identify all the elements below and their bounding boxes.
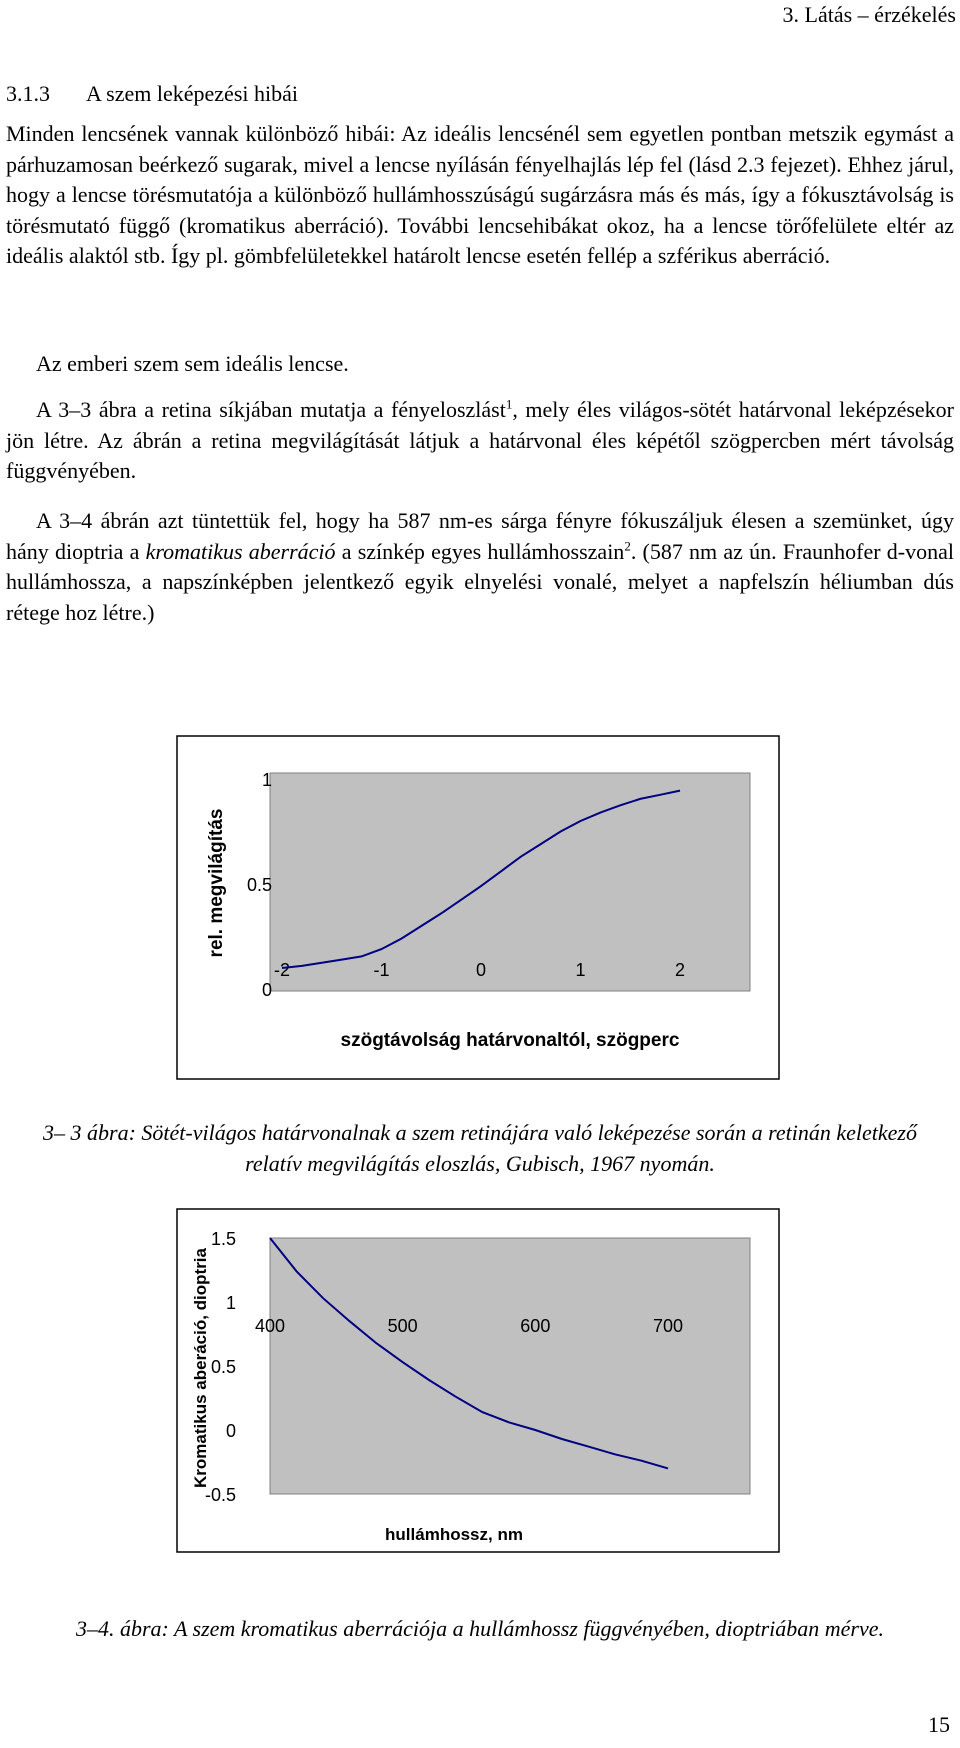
chapter-header: 3. Látás – érzékelés — [782, 2, 956, 27]
paragraph-3-text-a: A 3–3 ábra a retina síkjában mutatja a fényeloszlást — [36, 397, 506, 422]
y-tick-label: 0 — [225, 1421, 236, 1441]
x-tick-label: 400 — [254, 1316, 286, 1336]
paragraph-1 — [6, 119, 954, 272]
y-tick-label: 0.5 — [210, 1357, 236, 1377]
paragraph-3 — [6, 395, 954, 487]
section-title — [6, 81, 298, 107]
x-tick-label: -1 — [373, 960, 390, 980]
paragraph-4-text-c: . (587 nm az ún. Fraunhofer d-vonal hullámhossza, a napszínképben jelentkező egyik elnyelési vonalé, melyet a napfelszín héliumban dús rétege hoz létre.) — [6, 538, 954, 625]
paragraph-1-text: Minden lencsének vannak különböző hibái: Az ideális lencsénél sem egyetlen pontban metszik egymást a párhuzamosan beérkező sugarak, mivel a lencse nyílásán fényelhajlás lép fel (lásd 2.3 fejezet). Ehhez járul, hogy a lencse törésmutatója a különböző hullámhosszúságú sugárzásra más és más, így a fókusztávolság is törésmutató függő (kromatikus aberráció). További lencsehibákat okoz, ha a lencse törőfelülete eltér az ideális alaktól stb. Így pl. gömbfelületekkel határolt lencse esetén fellép a szférikus aberráció. — [6, 121, 954, 268]
x-axis-label: szögtávolság határvonaltól, szögperc — [340, 1030, 680, 1051]
y-axis-label: rel. megvilágítás — [206, 808, 227, 958]
paragraph-4 — [6, 506, 954, 628]
illumination-chart — [176, 735, 780, 1080]
paragraph-2 — [6, 349, 954, 380]
paragraph-4-text-a: A 3–4 ábrán azt tüntettük fel, hogy ha 587 nm-es sárga fényre fókuszáljuk élesen a szemünket, úgy hány dioptria a — [6, 508, 954, 564]
paragraph-2-text: Az emberi szem sem ideális lencse. — [36, 351, 349, 376]
x-tick-label: 2 — [674, 960, 686, 980]
y-tick-label: 1 — [225, 1293, 236, 1313]
chromatic-aberration-chart — [176, 1208, 780, 1553]
paragraph-3-text-b: , mely éles világos-sötét határvonal leképzésekor jön létre. Az ábrán a retina megvilágítását látjuk a határvonal éles képétől szögpercben mért távolság függvényében. — [6, 397, 955, 483]
footnote-ref-1: 1 — [505, 396, 513, 412]
y-tick-label: -0.5 — [204, 1485, 236, 1505]
paragraph-4-text-b: a színkép egyes hullámhosszain — [335, 538, 625, 564]
paragraph-4-emphasis: kromatikus aberráció — [145, 538, 336, 564]
y-tick-label: 1.5 — [210, 1229, 236, 1249]
x-tick-label: 0 — [475, 960, 487, 980]
x-tick-label: 500 — [387, 1316, 418, 1336]
x-tick-label: -2 — [273, 960, 291, 980]
y-tick-label: 0.5 — [246, 875, 272, 895]
y-tick-label: 1 — [261, 770, 272, 790]
plot-area — [270, 1238, 750, 1494]
section-title-text: A szem leképezési hibái — [86, 81, 298, 106]
figure-caption-1: 3– 3 ábra: Sötét-világos határvonalnak a szem retinájára való leképezése során a retinán keletkező relatív megvilágítás eloszlás, Gubisch, 1967 nyomán. — [43, 1120, 917, 1176]
x-axis-label: hullámhossz, nm — [385, 1525, 523, 1544]
plot-area — [270, 773, 750, 991]
page-number: 15 — [928, 1712, 950, 1737]
section-number: 3.1.3 — [6, 81, 50, 106]
x-tick-label: 600 — [520, 1316, 551, 1336]
x-tick-label: 1 — [575, 960, 586, 980]
y-axis-label: Kromatikus aberáció, dioptria — [191, 1248, 210, 1488]
y-tick-label: 0 — [261, 980, 272, 1000]
x-tick-label: 700 — [652, 1316, 684, 1336]
footnote-ref-2: 2 — [624, 538, 631, 554]
figure-caption-2: 3–4. ábra: A szem kromatikus aberrációja a hullámhossz függvényében, dioptriában mérve. — [75, 1616, 884, 1641]
